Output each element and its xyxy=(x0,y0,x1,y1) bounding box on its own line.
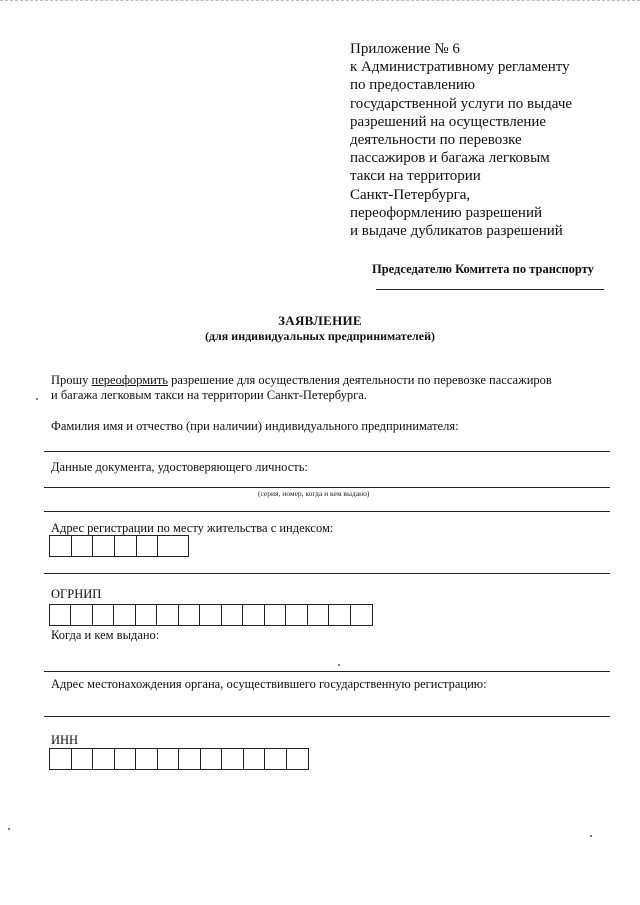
scan-speck xyxy=(590,835,592,837)
appendix-line: государственной услуги по выдаче xyxy=(350,95,573,112)
ogrnip-cell[interactable] xyxy=(114,605,135,625)
reg-authority-label: Адрес местонахождения органа, осуществившего государственную регистрацию: xyxy=(51,677,487,691)
full-name-field-line[interactable] xyxy=(44,451,610,452)
issued-label: Когда и кем выдано: xyxy=(51,628,160,642)
ogrnip-cell[interactable] xyxy=(136,605,157,625)
ogrnip-cell[interactable] xyxy=(179,605,200,625)
full-name-label: Фамилия имя и отчество (при наличии) индивидуального предпринимателя: xyxy=(51,419,459,433)
appendix-line: Приложение № 6 xyxy=(350,41,460,57)
document-title: ЗАЯВЛЕНИЕ xyxy=(278,313,362,328)
inn-cell[interactable] xyxy=(244,749,266,769)
inn-cell[interactable] xyxy=(265,749,287,769)
inn-cell[interactable] xyxy=(179,749,201,769)
postal-code-cell[interactable] xyxy=(137,536,159,556)
inn-cell[interactable] xyxy=(115,749,137,769)
appendix-line: и выдаче дубликатов разрешений xyxy=(350,223,563,240)
ogrnip-cell[interactable] xyxy=(157,605,178,625)
postal-code-grid[interactable] xyxy=(49,535,189,557)
reg-address-field-line[interactable] xyxy=(44,573,610,574)
inn-cell[interactable] xyxy=(158,749,180,769)
inn-grid[interactable] xyxy=(49,748,309,770)
request-line-2: и багажа легковым такси на территории Санкт-Петербурга. xyxy=(51,388,367,402)
ogrnip-cell[interactable] xyxy=(222,605,243,625)
id-document-hint: (серия, номер, когда и кем выдано) xyxy=(258,489,370,498)
ogrnip-cell[interactable] xyxy=(286,605,307,625)
appendix-line: такси на территории xyxy=(350,168,481,185)
ogrnip-cell[interactable] xyxy=(71,605,92,625)
ogrnip-grid[interactable] xyxy=(49,604,373,626)
id-document-label: Данные документа, удостоверяющего личность: xyxy=(51,460,308,474)
appendix-line: к Административному регламенту xyxy=(350,59,570,76)
appendix-line: пассажиров и багажа легковым xyxy=(350,150,550,167)
scan-top-edge xyxy=(0,0,640,1)
appendix-line: Санкт-Петербурга, xyxy=(350,186,471,203)
addressee: Председателю Комитета по транспорту xyxy=(372,262,594,276)
postal-code-cell[interactable] xyxy=(158,536,180,556)
scan-speck xyxy=(8,828,10,830)
id-document-field-line-2[interactable] xyxy=(44,511,610,512)
inn-cell[interactable] xyxy=(222,749,244,769)
scan-speck xyxy=(36,398,38,400)
inn-cell[interactable] xyxy=(93,749,115,769)
ogrnip-cell[interactable] xyxy=(50,605,71,625)
ogrnip-cell[interactable] xyxy=(93,605,114,625)
inn-cell[interactable] xyxy=(72,749,94,769)
postal-code-cell[interactable] xyxy=(115,536,137,556)
ogrnip-cell[interactable] xyxy=(329,605,350,625)
appendix-line: по предоставлению xyxy=(350,77,476,94)
inn-cell[interactable] xyxy=(136,749,158,769)
postal-code-cell[interactable] xyxy=(93,536,115,556)
request-prefix: Прошу xyxy=(51,373,92,387)
ogrnip-label: ОГРНИП xyxy=(51,587,102,601)
inn-cell[interactable] xyxy=(50,749,72,769)
ogrnip-cell[interactable] xyxy=(308,605,329,625)
ogrnip-cell[interactable] xyxy=(200,605,221,625)
scan-speck xyxy=(338,664,340,666)
inn-label: ИНН xyxy=(51,733,79,747)
request-verb: переоформить xyxy=(91,373,168,387)
id-document-field-line[interactable] xyxy=(44,487,610,488)
postal-code-cell[interactable] xyxy=(72,536,94,556)
issued-field-line[interactable] xyxy=(44,671,610,672)
ogrnip-cell[interactable] xyxy=(351,605,372,625)
inn-cell[interactable] xyxy=(201,749,223,769)
appendix-line: деятельности по перевозке xyxy=(350,132,522,149)
appendix-line: разрешений на осуществление xyxy=(350,113,547,130)
inn-cell[interactable] xyxy=(287,749,308,769)
ogrnip-cell[interactable] xyxy=(265,605,286,625)
request-line-1 xyxy=(51,373,552,388)
postal-code-cell[interactable] xyxy=(50,536,72,556)
appendix-block xyxy=(350,40,620,240)
addressee-signature-line[interactable] xyxy=(376,289,604,290)
ogrnip-cell[interactable] xyxy=(243,605,264,625)
reg-authority-field-line[interactable] xyxy=(44,716,610,717)
document-subtitle: (для индивидуальных предпринимателей) xyxy=(204,329,435,343)
appendix-line: переоформлению разрешений xyxy=(350,204,543,221)
reg-address-label: Адрес регистрации по месту жительства с индексом: xyxy=(51,521,334,535)
request-rest: разрешение для осуществления деятельности по перевозке пассажиров xyxy=(168,373,552,387)
